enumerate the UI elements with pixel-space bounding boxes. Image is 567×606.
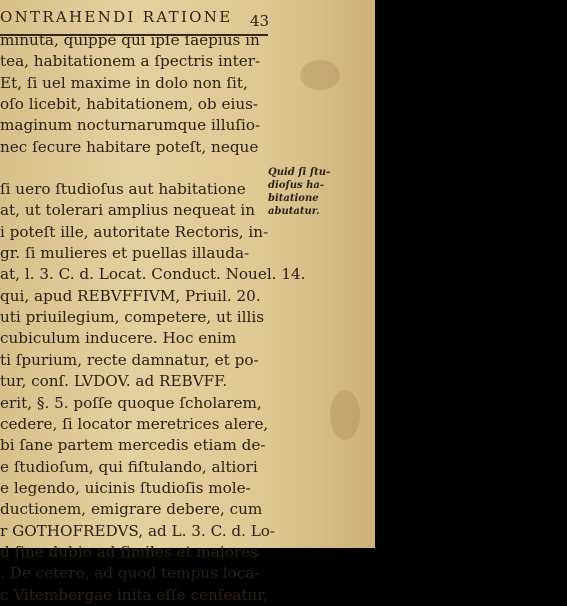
text-line: tea, habitationem a ſpectris inter- xyxy=(0,52,261,71)
marginal-note-line: bitatione xyxy=(268,193,319,204)
text-line: erit, §. 5. poſſe quoque ſcholarem, xyxy=(0,393,262,412)
text-line: maginum nocturnarumque illuſio- xyxy=(0,116,261,135)
text-line: d ſine dubio ad ſimiles et maiores xyxy=(0,542,258,561)
paragraph-gap xyxy=(0,158,265,179)
text-line: ductionem, emigrare debere, cum xyxy=(0,500,263,519)
marginal-note xyxy=(268,166,330,218)
text-line: c Vitembergae inita eſſe cenſeatur, xyxy=(0,585,268,604)
text-line: gr. ſi mulieres et puellas illauda- xyxy=(0,244,250,263)
text-line: bi ſane partem mercedis etiam de- xyxy=(0,436,266,455)
text-line: ti ſpurium, recte damnatur, et po- xyxy=(0,350,259,369)
marginal-note-line: Quid ſi ſtu- xyxy=(268,167,331,178)
text-line: nec ſecure habitare poteſt, neque xyxy=(0,137,259,156)
text-line: Et, ſi uel maxime in dolo non ſit, xyxy=(0,73,248,92)
text-line: . De cetero, ad quod tempus loca- xyxy=(0,564,260,583)
marginal-note-line: dioſus ha- xyxy=(268,180,325,191)
black-background xyxy=(375,0,567,548)
text-line: qui, apud REBVFFIVM, Priuil. 20. xyxy=(0,286,261,305)
text-line: at, ut tolerari amplius nequeat in xyxy=(0,201,256,220)
text-line: uti priuilegium, competere, ut illis xyxy=(0,308,265,327)
text-line: r GOTHOFREDVS, ad L. 3. C. d. Lo- xyxy=(0,521,276,540)
text-line: minuta, quippe qui ipſe ſaepius in xyxy=(0,31,260,49)
text-line: e legendo, uicinis ſtudioſis mole- xyxy=(0,478,251,497)
text-line: ſi uero ſtudioſus aut habitatione xyxy=(0,180,246,199)
page-number: 43 xyxy=(250,12,270,30)
text-line: at, l. 3. C. d. Locat. Conduct. Nouel. 14. xyxy=(0,265,306,284)
text-line: e ſtudioſum, qui fiſtulando, altiori xyxy=(0,457,258,476)
header-title: ONTRAHENDI RATIONE xyxy=(0,8,233,26)
text-line: i poteſt ille, autoritate Rectoris, in- xyxy=(0,222,269,241)
text-line: cedere, ſi locator meretrices alere, xyxy=(0,414,269,433)
text-line: oſo licebit, habitationem, ob eius- xyxy=(0,95,259,114)
text-line: cubiculum inducere. Hoc enim xyxy=(0,329,237,348)
text-line: tur, conſ. LVDOV. ad REBVFF. xyxy=(0,372,228,391)
marginal-note-line: abutatur. xyxy=(268,206,320,217)
running-header xyxy=(0,8,268,28)
